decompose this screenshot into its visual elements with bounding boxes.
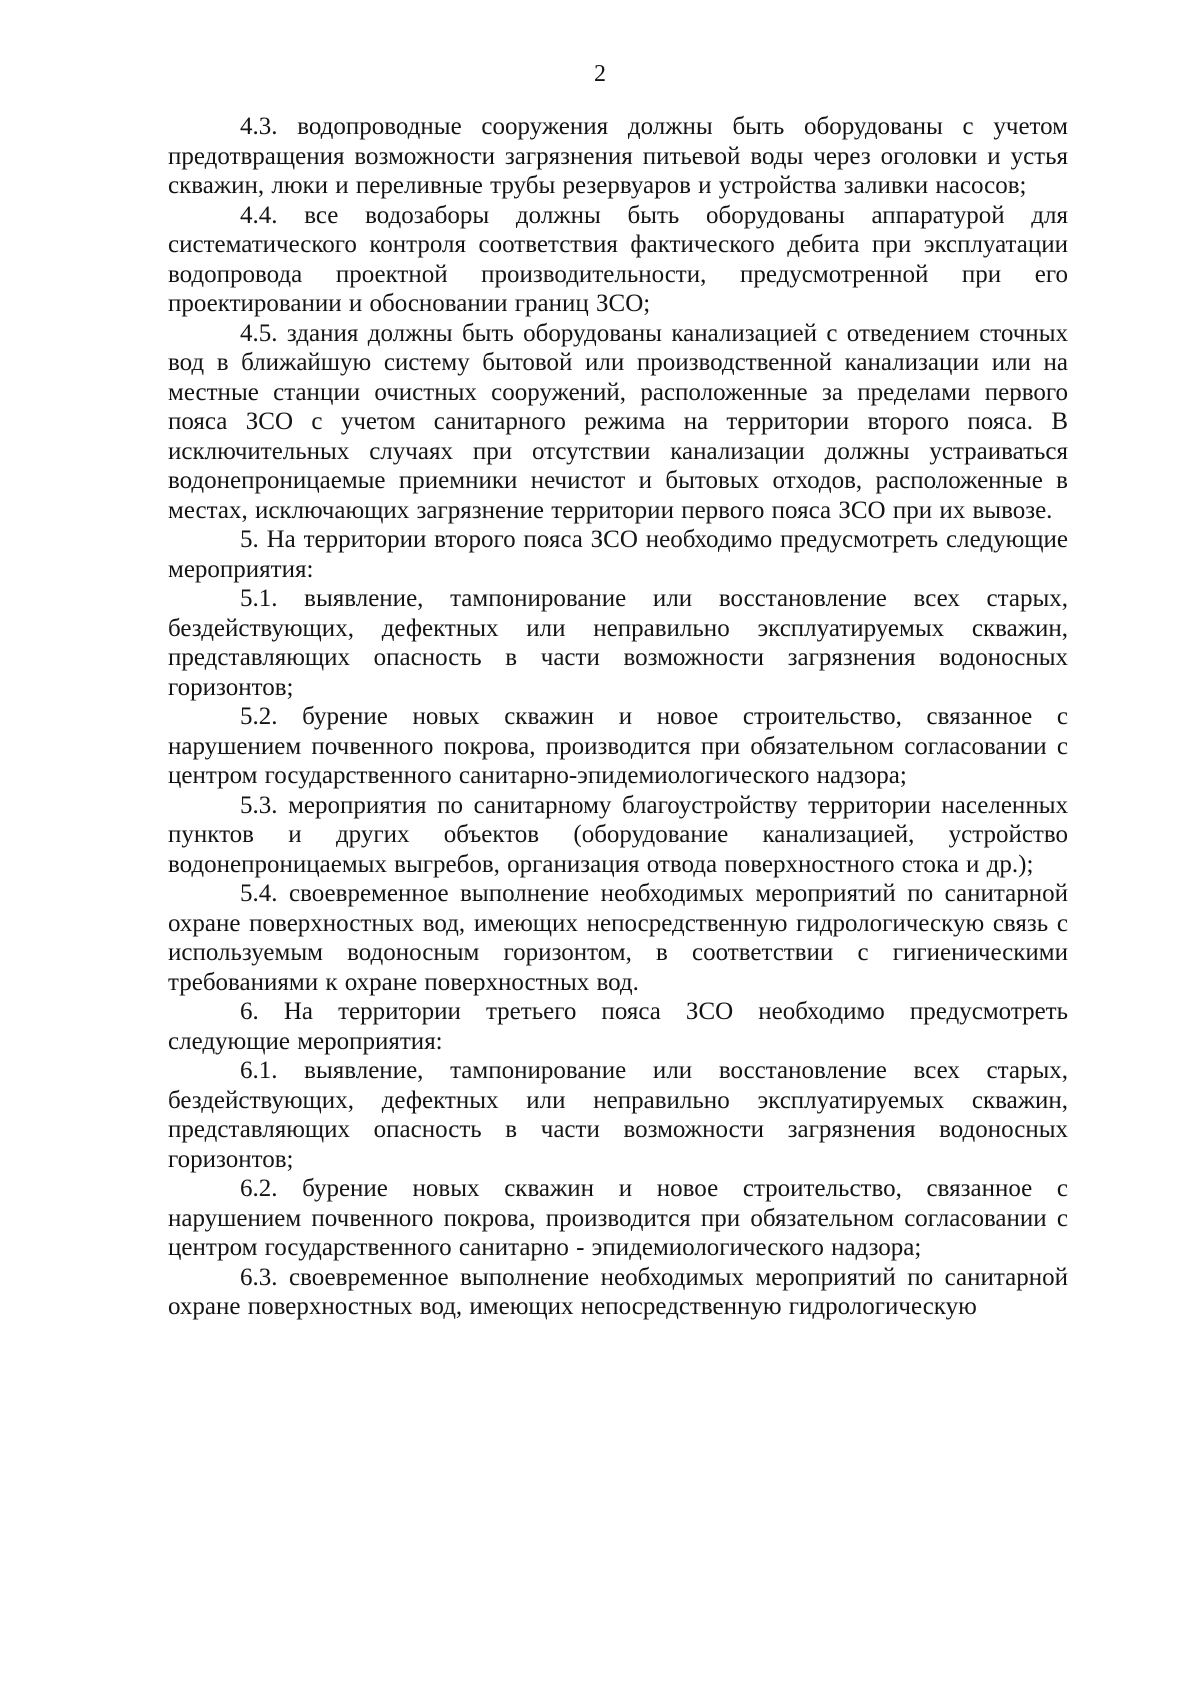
paragraph-6-1: 6.1. выявление, тампонирование или восстановление всех старых, бездействующих, дефектных или неправильно эксплуатируемых скважин, представляющих опасность в части возможности загрязнения водоносных горизонтов; [168,1057,1068,1173]
paragraph-5-4: 5.4. своевременное выполнение необходимых мероприятий по санитарной охране поверхностных вод, имеющих непосредственную гидрологическую связь с используемым водоносным горизонтом, в соответствии с гигиеническими требованиями к охране поверхностных вод. [168,880,1068,996]
paragraph-4-5: 4.5. здания должны быть оборудованы канализацией с отведением сточных вод в ближайшую систему бытовой или производственной канализации или на местные станции очистных сооружений, расположенные за пределами первого пояса ЗСО с учетом санитарного режима на территории второго пояса. В исключительных случаях при отсутствии канализации должны устраиваться водонепроницаемые приемники нечистот и бытовых отходов, расположенные в местах, исключающих загрязнение территории первого пояса ЗСО при их вывозе. [168,319,1068,524]
paragraph-5-2: 5.2. бурение новых скважин и новое строительство, связанное с нарушением почвенного покрова, производится при обязательном согласовании с центром государственного санитарно-эпидемиологического надзора; [168,703,1068,789]
paragraph-4-4: 4.4. все водозаборы должны быть оборудованы аппаратурой для систематического контроля соответствия фактического дебита при эксплуатации водопровода проектной производительности, предусмотренной при его проектировании и обосновании границ ЗСО; [168,201,1068,317]
paragraph-4-3: 4.3. водопроводные сооружения должны быть оборудованы с учетом предотвращения возможности загрязнения питьевой воды через оголовки и устья скважин, люки и переливные трубы резервуаров и устройства заливки насосов; [168,113,1068,199]
paragraph-6-3: 6.3. своевременное выполнение необходимых мероприятий по санитарной охране поверхностных вод, имеющих непосредственную гидрологическую [168,1263,1068,1320]
paragraph-5-1: 5.1. выявление, тампонирование или восстановление всех старых, бездействующих, дефектных или неправильно эксплуатируемых скважин, представляющих опасность в части возможности загрязнения водоносных горизонтов; [168,585,1068,701]
paragraph-6-2: 6.2. бурение новых скважин и новое строительство, связанное с нарушением почвенного покрова, производится при обязательном согласовании с центром государственного санитарно - эпидемиологического надзора; [168,1175,1068,1261]
paragraph-5-3: 5.3. мероприятия по санитарному благоустройству территории населенных пунктов и других объектов (оборудование канализацией, устройство водонепроницаемых выгребов, организация отвода поверхностного стока и др.); [168,791,1068,878]
paragraph-6: 6. На территории третьего пояса ЗСО необходимо предусмотреть следующие мероприятия: [168,998,1068,1055]
paragraph-5: 5. На территории второго пояса ЗСО необходимо предусмотреть следующие мероприятия: [168,526,1068,583]
page-number: 2 [594,61,606,87]
document-body [168,112,1068,1322]
